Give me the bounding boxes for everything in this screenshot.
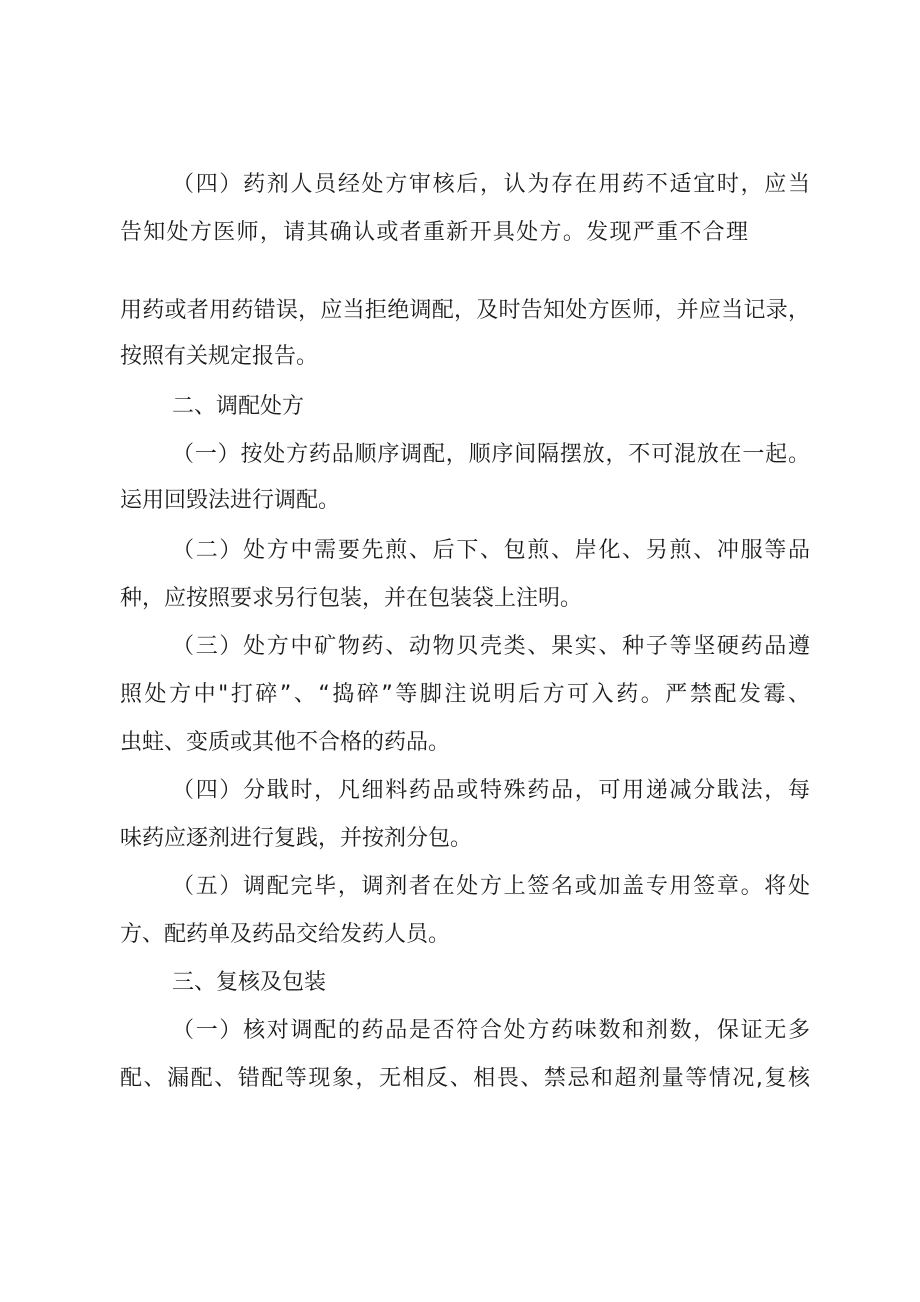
paragraph-line: 配、漏配、错配等现象，无相反、相畏、禁忌和超剂量等情况,复核: [120, 1066, 810, 1091]
paragraph-line: 告知处方医师，请其确认或者重新开具处方。发现严重不合理: [120, 220, 748, 245]
paragraph-line: （四）药剂人员经处方审核后，认为存在用药不适宜时，应当: [172, 172, 810, 197]
paragraph-line: 虫蛀、变质或其他不合格的药品。: [120, 730, 451, 755]
paragraph-line: 用药或者用药错误，应当拒绝调配，及时告知处方医师，并应当记录，: [120, 298, 810, 323]
paragraph-line: （一）按处方药品顺序调配，顺序间隔摆放，不可混放在一起。: [172, 442, 810, 467]
section-heading: 三、复核及包装: [172, 970, 327, 995]
paragraph-line: 味药应逐剂进行复践，并按剂分包。: [120, 826, 473, 851]
paragraph-line: 按照有关规定报告。: [120, 344, 319, 369]
paragraph-line: （一）核对调配的药品是否符合处方药味数和剂数，保证无多: [172, 1018, 810, 1043]
paragraph-line: （二）处方中需要先煎、后下、包煎、岸化、另煎、冲服等品: [172, 538, 810, 563]
paragraph-line: （四）分戢时，凡细料药品或特殊药品，可用递减分戢法，每: [172, 778, 810, 803]
paragraph-line: 运用回毁法进行调配。: [120, 488, 341, 513]
paragraph-line: （三）处方中矿物药、动物贝壳类、果实、种子等坚硬药品遵: [172, 634, 810, 659]
paragraph-line: 种，应按照要求另行包装，并在包装袋上注明。: [120, 586, 583, 611]
paragraph-line: 方、配药单及药品交给发药人员。: [120, 922, 451, 947]
paragraph-line: （五）调配完毕，调剂者在处方上签名或加盖专用签章。将处: [172, 874, 810, 899]
section-heading: 二、调配处方: [172, 394, 305, 419]
paragraph-line: 照处方中"打碎”、“捣碎”等脚注说明后方可入药。严禁配发霉、: [120, 682, 810, 707]
